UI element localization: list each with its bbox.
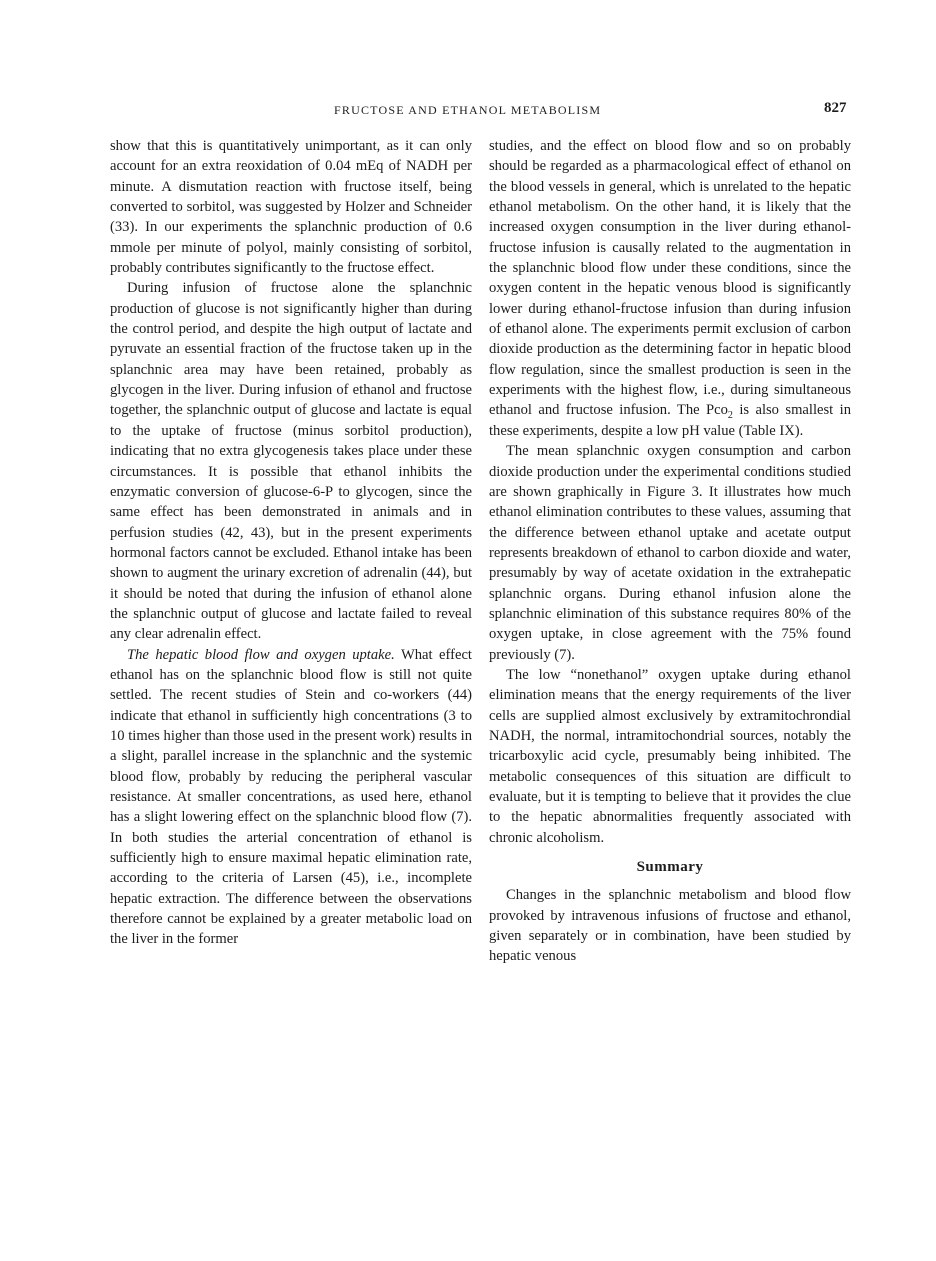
- subscript: 2: [727, 410, 733, 422]
- paragraph-text: studies, and the effect on blood flow and so on probably should be regarded as a pharmacological effect of ethanol on the blood vessels in general, which is unrelated to the hepatic ethanol metabolism. On the other hand, it is likely that the increased oxygen consumption in the liver during ethanol-fructose infusion is causally related to the augmentation in the splanchnic blood flow under these conditions, since the oxygen content in the hepatic venous blood is significantly lower during ethanol-fructose infusion than during infusion of ethanol alone. The experiments permit exclusion of carbon dioxide production as the determining factor in hepatic blood flow regulation, since the smallest production is seen in the experiments with the highest flow, i.e., during simultaneous ethanol and fructose infusion. The Pco: [489, 138, 851, 419]
- paragraph-text: is also smallest in these experiments, despite a low pH value (Table IX).: [489, 402, 851, 439]
- running-title: FRUCTOSE AND ETHANOL METABOLISM: [334, 103, 602, 117]
- paragraph: [110, 645, 472, 950]
- paragraph: The mean splanchnic oxygen consumption and carbon dioxide production under the experimental conditions studied are shown graphically in Figure 3. It illustrates how much ethanol elimination contributes to these values, assuming that the difference between ethanol uptake and acetate output represents breakdown of ethanol to carbon dioxide and water, presumably by way of acetate oxidation in the extrahepatic splanchnic organs. During ethanol infusion alone the splanchnic elimination of this substance requires 80% of the oxygen uptake, in close agreement with the 75% found previously (7).: [489, 443, 851, 663]
- paragraph-text: What effect ethanol has on the splanchnic blood flow is still not quite settled. The recent studies of Stein and co-workers (44) indicate that ethanol in sufficiently high concentrations (3 to 10 times higher than those used in the present work) results in a slight, parallel increase in the splanchnic and the systemic blood flow, probably by reducing the peripheral vascular resistance. At smaller concentrations, as used here, ethanol has a slight lowering effect on the splanchnic blood flow (7). In both studies the arterial concentration of ethanol is sufficiently high to ensure maximal hepatic elimination rate, according to the criteria of Larsen (45), i.e., incomplete hepatic extraction. The difference between the observations therefore cannot be explained by a greater metabolic load on the liver in the former: [110, 646, 472, 948]
- page-number: 827: [824, 100, 847, 116]
- paragraph: Changes in the splanchnic metabolism and blood flow provoked by intravenous infusions of fructose and ethanol, given separately or in combination, have been studied by hepatic venous: [489, 887, 851, 965]
- section-heading: Summary: [636, 859, 704, 876]
- paragraph: The low “nonethanol” oxygen uptake during ethanol elimination means that the energy requirements of the liver cells are supplied almost exclusively by extramitochrondial NADH, the normal, intramitochondrial sources, notably the tricarboxylic acid cycle, presumably being inhibited. The metabolic consequences of this situation are difficult to evaluate, but it is tempting to believe that it provides the clue to the hepatic abnormalities frequently associated with chronic alcoholism.: [489, 666, 851, 846]
- right-column: [489, 136, 851, 967]
- run-in-heading: The hepatic blood flow and oxygen uptake.: [127, 646, 395, 663]
- paragraph: [489, 136, 851, 441]
- paragraph: During infusion of fructose alone the splanchnic production of glucose is not significantly higher than during the control period, and despite the high output of lactate and pyruvate an essential fraction of the fructose taken up in the splanchnic area may have been retained, probably as glycogen in the liver. During infusion of ethanol and fructose together, the splanchnic output of glucose and lactate is equal to the uptake of fructose (minus sorbitol production), indicating that no extra glycogenesis takes place under these circumstances. It is possible that ethanol inhibits the enzymatic conversion of glucose-6-P to glycogen, since the same effect has been demonstrated in animals and in perfusion studies (42, 43), but in the present experiments hormonal factors cannot be excluded. Ethanol intake has been shown to augment the urinary excretion of adrenalin (44), but it should be noted that during the infusion of ethanol alone the splanchnic output of glucose and lactate failed to reveal any clear adrenalin effect.: [110, 280, 472, 643]
- left-column: [110, 136, 472, 950]
- paragraph: show that this is quantitatively unimportant, as it can only account for an extra reoxidation of 0.04 mEq of NADH per minute. A dismutation reaction with fructose itself, being converted to sorbitol, was suggested by Holzer and Schneider (33). In our experiments the splanchnic production of 0.6 mmole per minute of polyol, mainly consisting of sorbitol, probably contributes significantly to the fructose effect.: [110, 138, 472, 277]
